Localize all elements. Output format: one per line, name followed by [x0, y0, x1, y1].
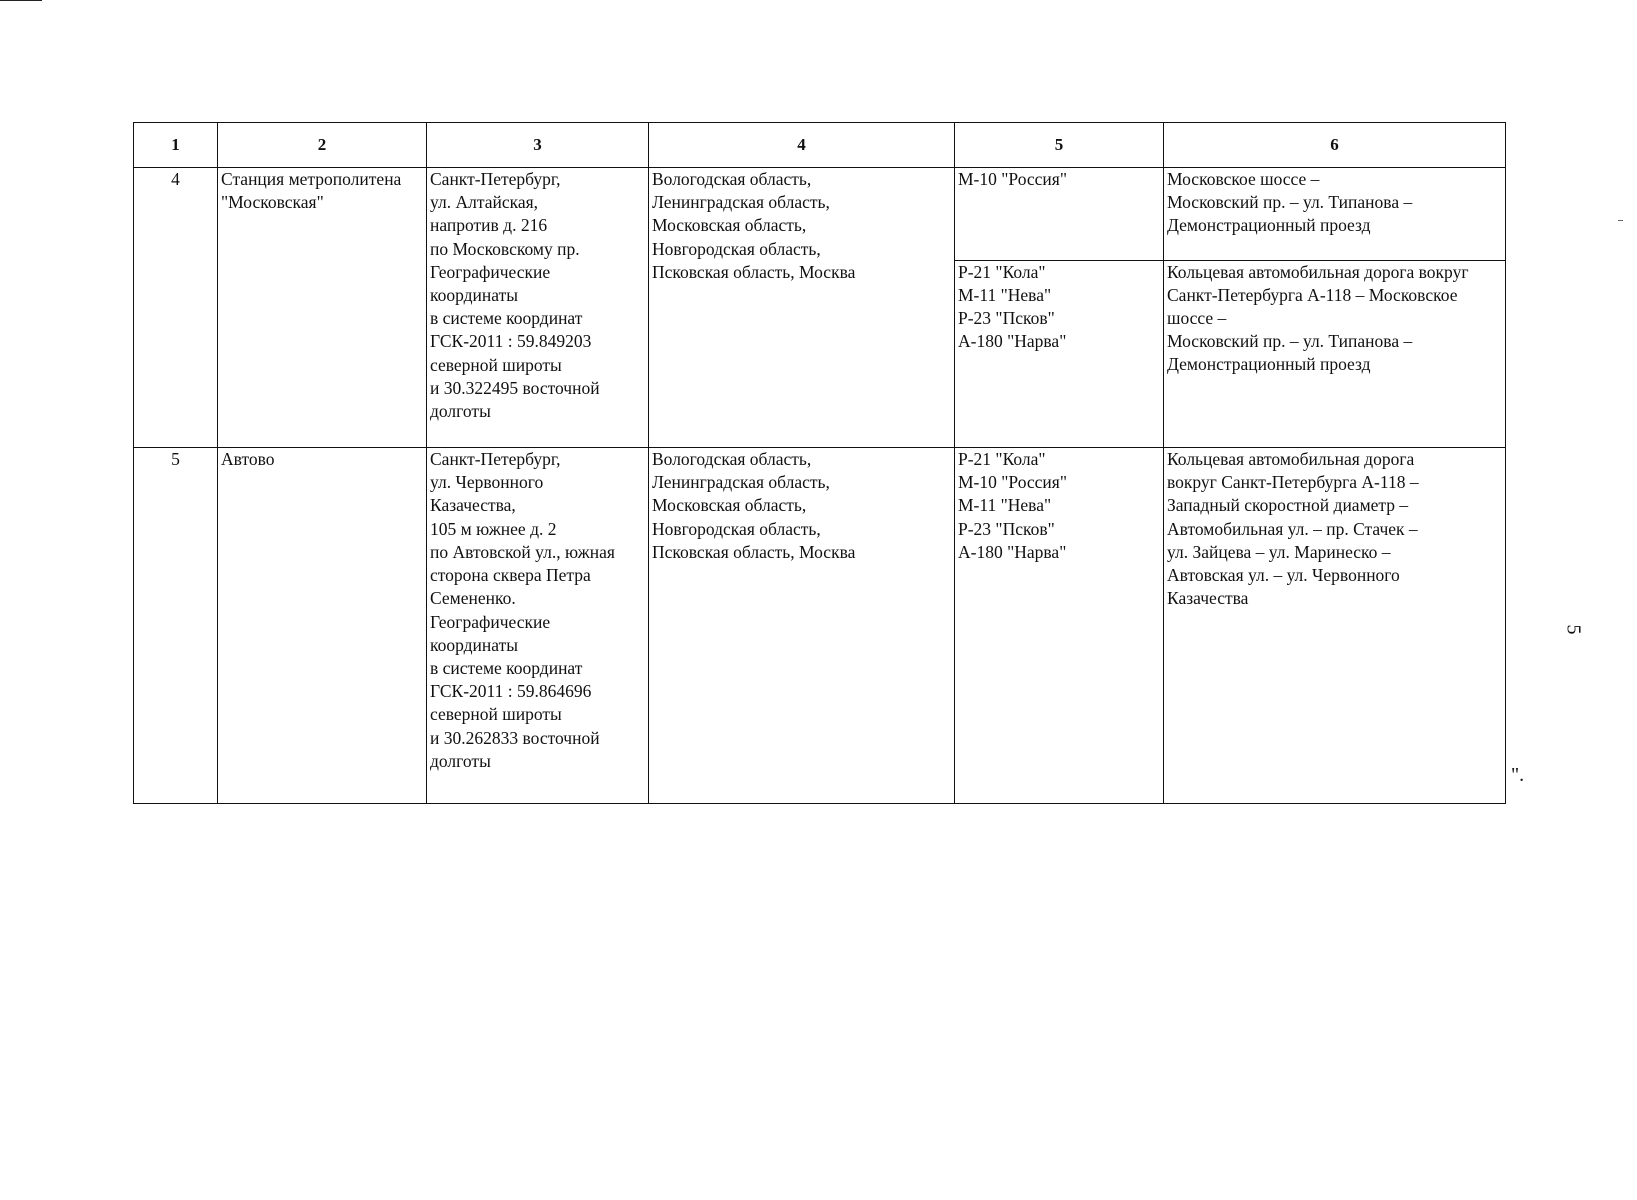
- regions-list-line: Новгородская область,: [652, 518, 821, 539]
- road-list-line: Р-21 "Кола": [958, 449, 1046, 470]
- point-address-line: ГСК-2011 : 59.864696: [430, 681, 592, 702]
- route-path-line: Кольцевая автомобильная дорога вокруг: [1167, 261, 1469, 282]
- regions-list-line: Ленинградская область,: [652, 192, 830, 213]
- point-address-line: ул. Алтайская,: [430, 192, 539, 213]
- header-col-3: 3: [427, 123, 649, 168]
- road-list-line: А-180 "Нарва": [958, 541, 1067, 562]
- regions-list-line: Псковская область, Москва: [652, 541, 856, 562]
- road-list: [955, 448, 1164, 804]
- page-number: 5: [1562, 624, 1585, 635]
- route-path-line: Автомобильная ул. – пр. Стачек –: [1167, 518, 1418, 539]
- road-list-line: Р-23 "Псков": [958, 518, 1055, 539]
- point-address-line: напротив д. 216: [430, 215, 548, 236]
- regions-list-line: Вологодская область,: [652, 169, 812, 189]
- point-address-line: Географические: [430, 261, 551, 282]
- point-address-line: Казачества,: [430, 495, 516, 516]
- point-address-line: ГСК-2011 : 59.849203: [430, 331, 592, 352]
- route-path-line: Московское шоссе –: [1167, 169, 1320, 189]
- road-list-line: Р-23 "Псков": [958, 308, 1055, 329]
- row-number: 4: [134, 168, 218, 448]
- regions-list: [649, 448, 955, 804]
- road-list-line: М-11 "Нева": [958, 495, 1052, 516]
- road-list-line: Р-21 "Кола": [958, 261, 1046, 282]
- point-name: [218, 168, 427, 448]
- route-path-line: Кольцевая автомобильная дорога: [1167, 449, 1415, 470]
- header-col-6: 6: [1164, 123, 1506, 168]
- regions-list-line: Ленинградская область,: [652, 472, 830, 493]
- point-address-line: в системе координат: [430, 308, 583, 329]
- point-address: [427, 448, 649, 804]
- point-address-line: Географические: [430, 611, 551, 632]
- table-row: [134, 168, 1506, 261]
- point-address-line: долготы: [430, 750, 491, 771]
- road-list-line: М-10 "Россия": [958, 169, 1067, 189]
- route-path-line: Демонстрационный проезд: [1167, 354, 1371, 375]
- point-address-line: Санкт-Петербург,: [430, 169, 561, 189]
- header-col-2: 2: [218, 123, 427, 168]
- point-name-line: Станция метрополитена: [221, 169, 402, 189]
- route-path: [1164, 448, 1506, 804]
- point-address-line: по Московскому пр.: [430, 238, 580, 259]
- closing-quote: ".: [1511, 764, 1525, 786]
- route-path-line: Западный скоростной диаметр –: [1167, 495, 1409, 516]
- road-list: [955, 168, 1164, 261]
- point-address-line: ул. Червонного: [430, 472, 544, 493]
- point-address-line: 105 м южнее д. 2: [430, 518, 557, 539]
- road-list: [955, 260, 1164, 447]
- routes-table: [133, 122, 1506, 804]
- regions-list-line: Московская область,: [652, 215, 807, 236]
- point-address-line: северной широты: [430, 704, 562, 725]
- route-path-line: Санкт-Петербурга А-118 – Московское: [1167, 284, 1458, 305]
- road-list-line: М-11 "Нева": [958, 284, 1052, 305]
- point-address-line: координаты: [430, 285, 518, 306]
- route-path-line: ул. Зайцева – ул. Маринеско –: [1167, 541, 1391, 562]
- point-address-line: координаты: [430, 634, 518, 655]
- point-name: [218, 448, 427, 804]
- margin-tick: [1618, 220, 1623, 221]
- regions-list: [649, 168, 955, 448]
- route-path-line: Московский пр. – ул. Типанова –: [1167, 192, 1413, 213]
- table-row: [134, 448, 1506, 804]
- header-col-4: 4: [649, 123, 955, 168]
- point-address-line: и 30.322495 восточной: [430, 377, 600, 398]
- corner-rule: [0, 0, 42, 1]
- route-path: [1164, 168, 1506, 261]
- regions-list-line: Псковская область, Москва: [652, 261, 856, 282]
- route-path-line: шоссе –: [1167, 308, 1227, 329]
- route-path-line: Московский пр. – ул. Типанова –: [1167, 331, 1413, 352]
- route-path: [1164, 260, 1506, 447]
- route-path-line: Демонстрационный проезд: [1167, 215, 1371, 236]
- road-list-line: М-10 "Россия": [958, 472, 1067, 493]
- header-row: [134, 123, 1506, 168]
- route-path-line: Казачества: [1167, 588, 1249, 609]
- header-col-1: 1: [134, 123, 218, 168]
- point-name-line: "Московская": [221, 192, 324, 213]
- route-path-line: вокруг Санкт-Петербурга А-118 –: [1167, 472, 1419, 493]
- regions-list-line: Московская область,: [652, 495, 807, 516]
- point-address-line: в системе координат: [430, 657, 583, 678]
- row-number: 5: [134, 448, 218, 804]
- point-address-line: по Автовской ул., южная: [430, 541, 615, 562]
- point-address-line: сторона сквера Петра: [430, 565, 591, 586]
- regions-list-line: Вологодская область,: [652, 449, 812, 470]
- point-address-line: северной широты: [430, 354, 562, 375]
- point-address-line: долготы: [430, 401, 491, 422]
- point-address-line: Семененко.: [430, 588, 516, 609]
- route-path-line: Автовская ул. – ул. Червонного: [1167, 565, 1400, 586]
- point-address: [427, 168, 649, 448]
- road-list-line: А-180 "Нарва": [958, 331, 1067, 352]
- point-address-line: Санкт-Петербург,: [430, 449, 561, 470]
- regions-list-line: Новгородская область,: [652, 238, 821, 259]
- header-col-5: 5: [955, 123, 1164, 168]
- point-address-line: и 30.262833 восточной: [430, 727, 600, 748]
- point-name-line: Автово: [221, 449, 275, 470]
